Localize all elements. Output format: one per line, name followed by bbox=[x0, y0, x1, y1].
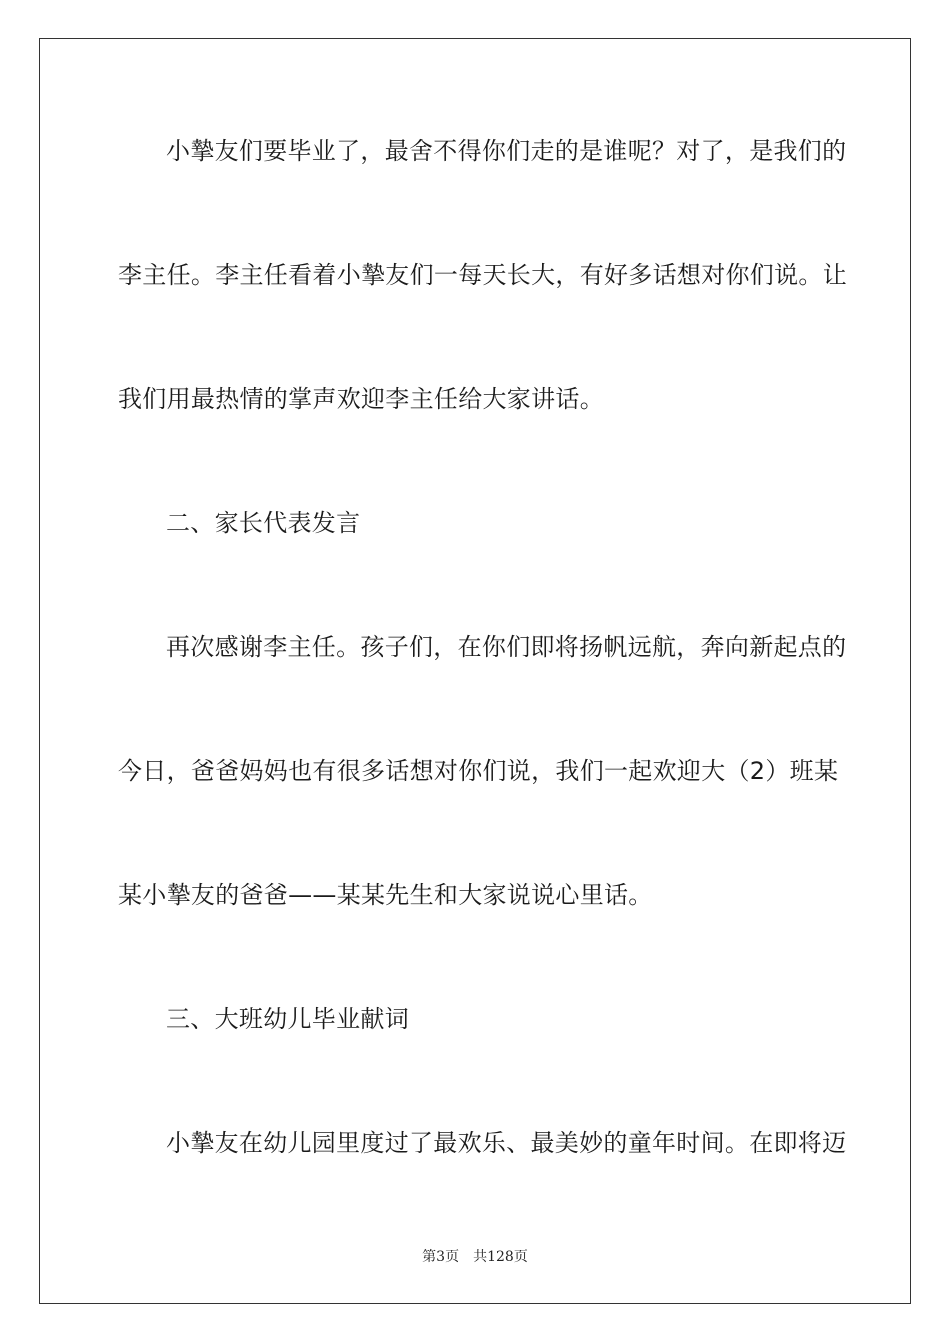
page-footer bbox=[0, 1248, 950, 1266]
section-heading: 二、家长代表发言 bbox=[166, 509, 361, 537]
paragraph-line: 今日，爸爸妈妈也有很多话想对你们说，我们一起欢迎大（2）班某 bbox=[118, 757, 839, 785]
paragraph-line: 小摯友在幼儿园里度过了最欢乐、最美妙的童年时间。在即将迈 bbox=[166, 1129, 847, 1157]
paragraph-line: 某小摯友的爸爸——某某先生和大家说说心里话。 bbox=[118, 881, 653, 909]
page-total: 共128页 bbox=[473, 1249, 528, 1265]
page-number: 第3页 bbox=[422, 1249, 460, 1265]
page-border bbox=[39, 38, 911, 1304]
section-heading: 三、大班幼儿毕业献词 bbox=[166, 1005, 409, 1033]
paragraph-line: 再次感谢李主任。孩子们，在你们即将扬帆远航，奔向新起点的 bbox=[166, 633, 847, 661]
paragraph-line: 我们用最热情的掌声欢迎李主任给大家讲话。 bbox=[118, 385, 604, 413]
paragraph-line: 小摯友们要毕业了，最舍不得你们走的是谁呢？对了，是我们的 bbox=[166, 137, 847, 165]
paragraph-line: 李主任。李主任看着小摯友们一每天长大，有好多话想对你们说。让 bbox=[118, 261, 847, 289]
